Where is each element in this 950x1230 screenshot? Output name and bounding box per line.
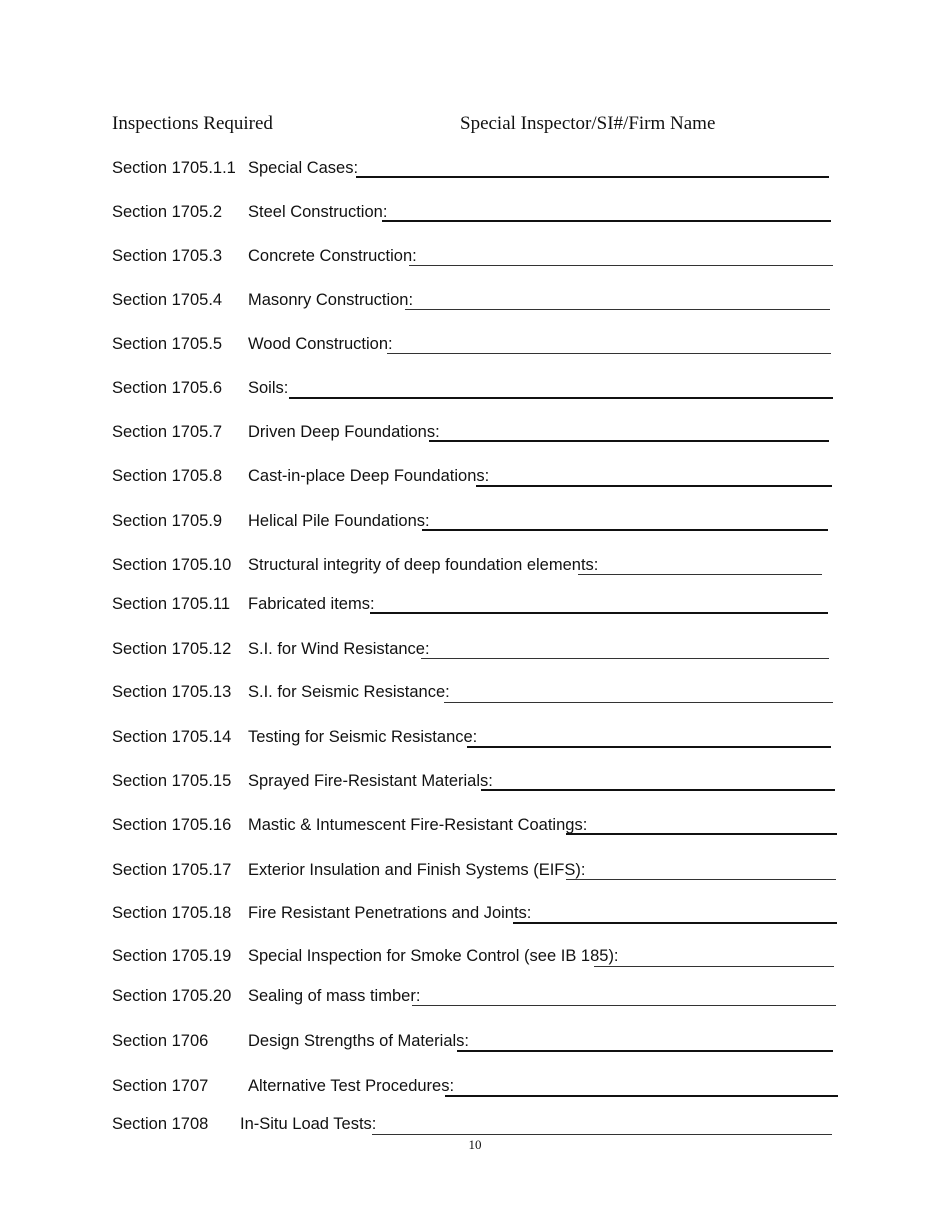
- field-label: Cast-in-place Deep Foundations:: [248, 467, 490, 485]
- form-row: [0, 683, 950, 711]
- fill-in-line[interactable]: [578, 574, 822, 575]
- form-row: [0, 640, 950, 668]
- fill-in-line[interactable]: [566, 833, 837, 835]
- fill-in-line[interactable]: [481, 789, 835, 791]
- field-label: S.I. for Wind Resistance:: [248, 640, 430, 658]
- form-row: [0, 772, 950, 800]
- section-number: Section 1705.4: [112, 291, 223, 309]
- section-number: Section 1705.20: [112, 987, 232, 1005]
- form-row: [0, 987, 950, 1015]
- field-label: Helical Pile Foundations:: [248, 512, 430, 530]
- fill-in-line[interactable]: [289, 397, 833, 399]
- section-number: Section 1705.16: [112, 816, 232, 834]
- field-label: Design Strengths of Materials:: [248, 1032, 470, 1050]
- section-number: Section 1705.8: [112, 467, 223, 485]
- form-row: [0, 467, 950, 495]
- fill-in-line[interactable]: [467, 746, 831, 748]
- fill-in-line[interactable]: [412, 1005, 836, 1006]
- form-row: [0, 556, 950, 584]
- section-number: Section 1705.7: [112, 423, 223, 441]
- fill-in-line[interactable]: [594, 966, 834, 967]
- field-label: Sealing of mass timber:: [248, 987, 421, 1005]
- fill-in-line[interactable]: [409, 265, 833, 266]
- fill-in-line[interactable]: [372, 1134, 832, 1135]
- section-number: Section 1705.1.1: [112, 159, 236, 177]
- fill-in-line[interactable]: [356, 176, 829, 178]
- field-label: Exterior Insulation and Finish Systems (EIFS):: [248, 861, 586, 879]
- form-row: [0, 816, 950, 844]
- header-inspections-required: Inspections Required: [112, 113, 273, 134]
- field-label: Special Inspection for Smoke Control (see IB 185):: [248, 947, 619, 965]
- section-number: Section 1705.5: [112, 335, 223, 353]
- form-row: [0, 512, 950, 540]
- field-label: Driven Deep Foundations:: [248, 423, 440, 441]
- field-label: S.I. for Seismic Resistance:: [248, 683, 450, 701]
- form-row: [0, 379, 950, 407]
- form-row: [0, 335, 950, 363]
- section-number: Section 1705.11: [112, 595, 231, 613]
- field-label: Wood Construction:: [248, 335, 393, 353]
- form-row: [0, 159, 950, 187]
- field-label: Masonry Construction:: [248, 291, 414, 309]
- section-number: Section 1705.13: [112, 683, 232, 701]
- fill-in-line[interactable]: [382, 220, 831, 222]
- section-number: Section 1705.12: [112, 640, 232, 658]
- field-label: Special Cases:: [248, 159, 359, 177]
- fill-in-line[interactable]: [370, 612, 828, 614]
- form-row: [0, 728, 950, 756]
- field-label: Testing for Seismic Resistance:: [248, 728, 478, 746]
- section-number: Section 1707: [112, 1077, 209, 1095]
- form-row: [0, 595, 950, 623]
- form-row: [0, 1032, 950, 1060]
- section-number: Section 1705.2: [112, 203, 223, 221]
- fill-in-line[interactable]: [429, 440, 829, 442]
- section-number: Section 1705.18: [112, 904, 232, 922]
- section-number: Section 1705.15: [112, 772, 232, 790]
- section-number: Section 1705.3: [112, 247, 223, 265]
- field-label: Structural integrity of deep foundation elements:: [248, 556, 599, 574]
- field-label: Mastic & Intumescent Fire-Resistant Coatings:: [248, 816, 588, 834]
- fill-in-line[interactable]: [457, 1050, 833, 1052]
- field-label: In-Situ Load Tests:: [240, 1115, 377, 1133]
- fill-in-line[interactable]: [444, 702, 833, 703]
- form-row: [0, 904, 950, 932]
- field-label: Soils:: [248, 379, 289, 397]
- fill-in-line[interactable]: [566, 879, 836, 880]
- section-number: Section 1708: [112, 1115, 209, 1133]
- field-label: Concrete Construction:: [248, 247, 417, 265]
- section-number: Section 1705.17: [112, 861, 232, 879]
- field-label: Sprayed Fire-Resistant Materials:: [248, 772, 493, 790]
- fill-in-line[interactable]: [445, 1095, 838, 1097]
- field-label: Fire Resistant Penetrations and Joints:: [248, 904, 532, 922]
- section-number: Section 1705.6: [112, 379, 223, 397]
- fill-in-line[interactable]: [513, 922, 837, 924]
- section-number: Section 1705.19: [112, 947, 232, 965]
- fill-in-line[interactable]: [476, 485, 832, 487]
- fill-in-line[interactable]: [422, 529, 828, 531]
- field-label: Alternative Test Procedures:: [248, 1077, 455, 1095]
- form-row: [0, 861, 950, 889]
- form-row: [0, 423, 950, 451]
- fill-in-line[interactable]: [405, 309, 830, 310]
- form-row: [0, 947, 950, 975]
- section-number: Section 1706: [112, 1032, 209, 1050]
- form-row: [0, 291, 950, 319]
- fill-in-line[interactable]: [421, 658, 829, 659]
- page-number: 10: [468, 1137, 482, 1152]
- section-number: Section 1705.10: [112, 556, 232, 574]
- form-row: [0, 1077, 950, 1105]
- header-special-inspector: Special Inspector/SI#/Firm Name: [460, 113, 716, 134]
- section-number: Section 1705.14: [112, 728, 232, 746]
- form-row: [0, 203, 950, 231]
- field-label: Steel Construction:: [248, 203, 388, 221]
- fill-in-line[interactable]: [387, 353, 831, 354]
- section-number: Section 1705.9: [112, 512, 223, 530]
- field-label: Fabricated items:: [248, 595, 375, 613]
- form-row: [0, 247, 950, 275]
